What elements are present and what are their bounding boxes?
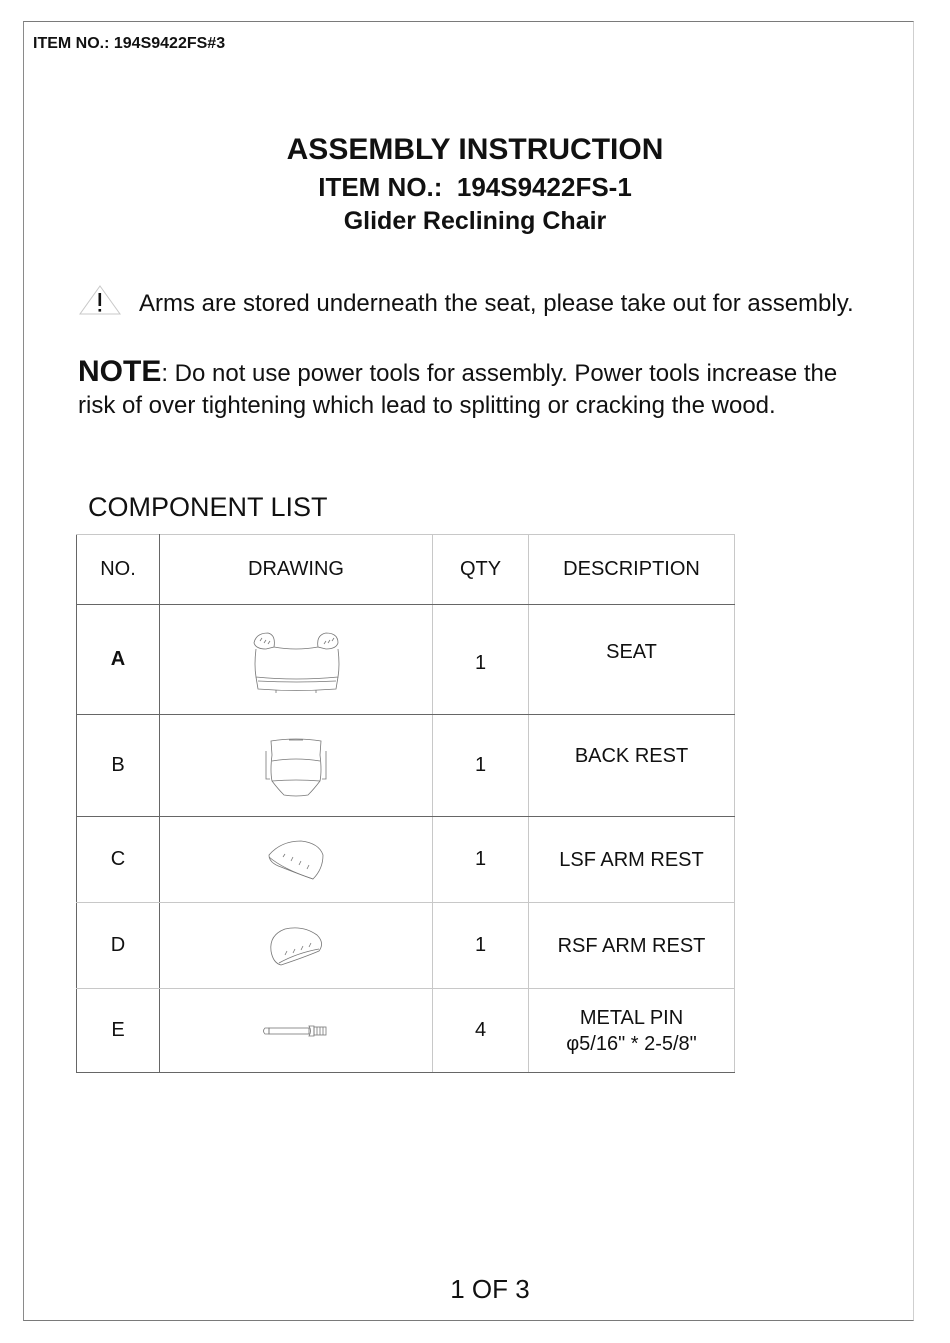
row-description xyxy=(529,903,735,989)
note-text: : Do not use power tools for assembly. Power tools increase the risk of over tightening which lead to splitting or cracking the wood. xyxy=(78,360,838,419)
row-no: B xyxy=(77,715,160,817)
description-text: RSF ARM REST xyxy=(557,934,706,957)
table-row xyxy=(77,605,735,715)
description-spec: φ5/16" * 2-5/8" xyxy=(566,1032,697,1055)
row-qty: 1 xyxy=(433,903,529,989)
description-text: LSF ARM REST xyxy=(559,848,704,871)
column-header-drawing: DRAWING xyxy=(160,535,433,605)
drawing-cell xyxy=(160,989,433,1073)
row-qty: 1 xyxy=(433,605,529,715)
row-no: E xyxy=(77,989,160,1073)
title-item-number: ITEM NO.: 194S9422FS-1 xyxy=(318,172,632,202)
drawing-cell xyxy=(160,715,433,817)
row-description xyxy=(529,817,735,903)
table-row xyxy=(77,989,735,1073)
warning-triangle-icon xyxy=(78,284,122,316)
description-text: METAL PIN xyxy=(579,1006,684,1029)
product-name: Glider Reclining Chair xyxy=(343,207,607,235)
description-text: BACK REST xyxy=(574,745,689,767)
table-row xyxy=(77,903,735,989)
description-text: SEAT xyxy=(606,641,657,663)
seat-drawing-icon xyxy=(160,625,432,695)
row-description xyxy=(529,715,735,817)
rsf-arm-rest-drawing-icon xyxy=(160,921,432,971)
row-description xyxy=(529,605,735,715)
note-block xyxy=(78,356,878,422)
column-header-no: NO. xyxy=(77,535,160,605)
header-item-number: ITEM NO.: 194S9422FS#3 xyxy=(33,35,226,52)
column-header-description: DESCRIPTION xyxy=(529,535,735,605)
component-list-title: COMPONENT LIST xyxy=(88,492,328,522)
back-rest-drawing-icon xyxy=(160,731,432,801)
table-header-row xyxy=(77,535,735,605)
warning-text: Arms are stored underneath the seat, please take out for assembly. xyxy=(139,290,854,317)
column-header-qty: QTY xyxy=(433,535,529,605)
component-table xyxy=(76,534,735,1073)
note-label: NOTE xyxy=(78,355,162,388)
row-no: A xyxy=(77,605,160,715)
lsf-arm-rest-drawing-icon xyxy=(160,835,432,885)
table-row xyxy=(77,817,735,903)
drawing-cell xyxy=(160,605,433,715)
row-no: C xyxy=(77,817,160,903)
row-qty: 1 xyxy=(433,715,529,817)
row-no: D xyxy=(77,903,160,989)
row-description xyxy=(529,989,735,1073)
row-qty: 1 xyxy=(433,817,529,903)
drawing-cell xyxy=(160,817,433,903)
row-qty: 4 xyxy=(433,989,529,1073)
document-title: ASSEMBLY INSTRUCTION xyxy=(286,133,664,166)
page-number: 1 OF 3 xyxy=(450,1274,530,1304)
drawing-cell xyxy=(160,903,433,989)
table-row xyxy=(77,715,735,817)
metal-pin-drawing-icon xyxy=(160,1023,432,1039)
